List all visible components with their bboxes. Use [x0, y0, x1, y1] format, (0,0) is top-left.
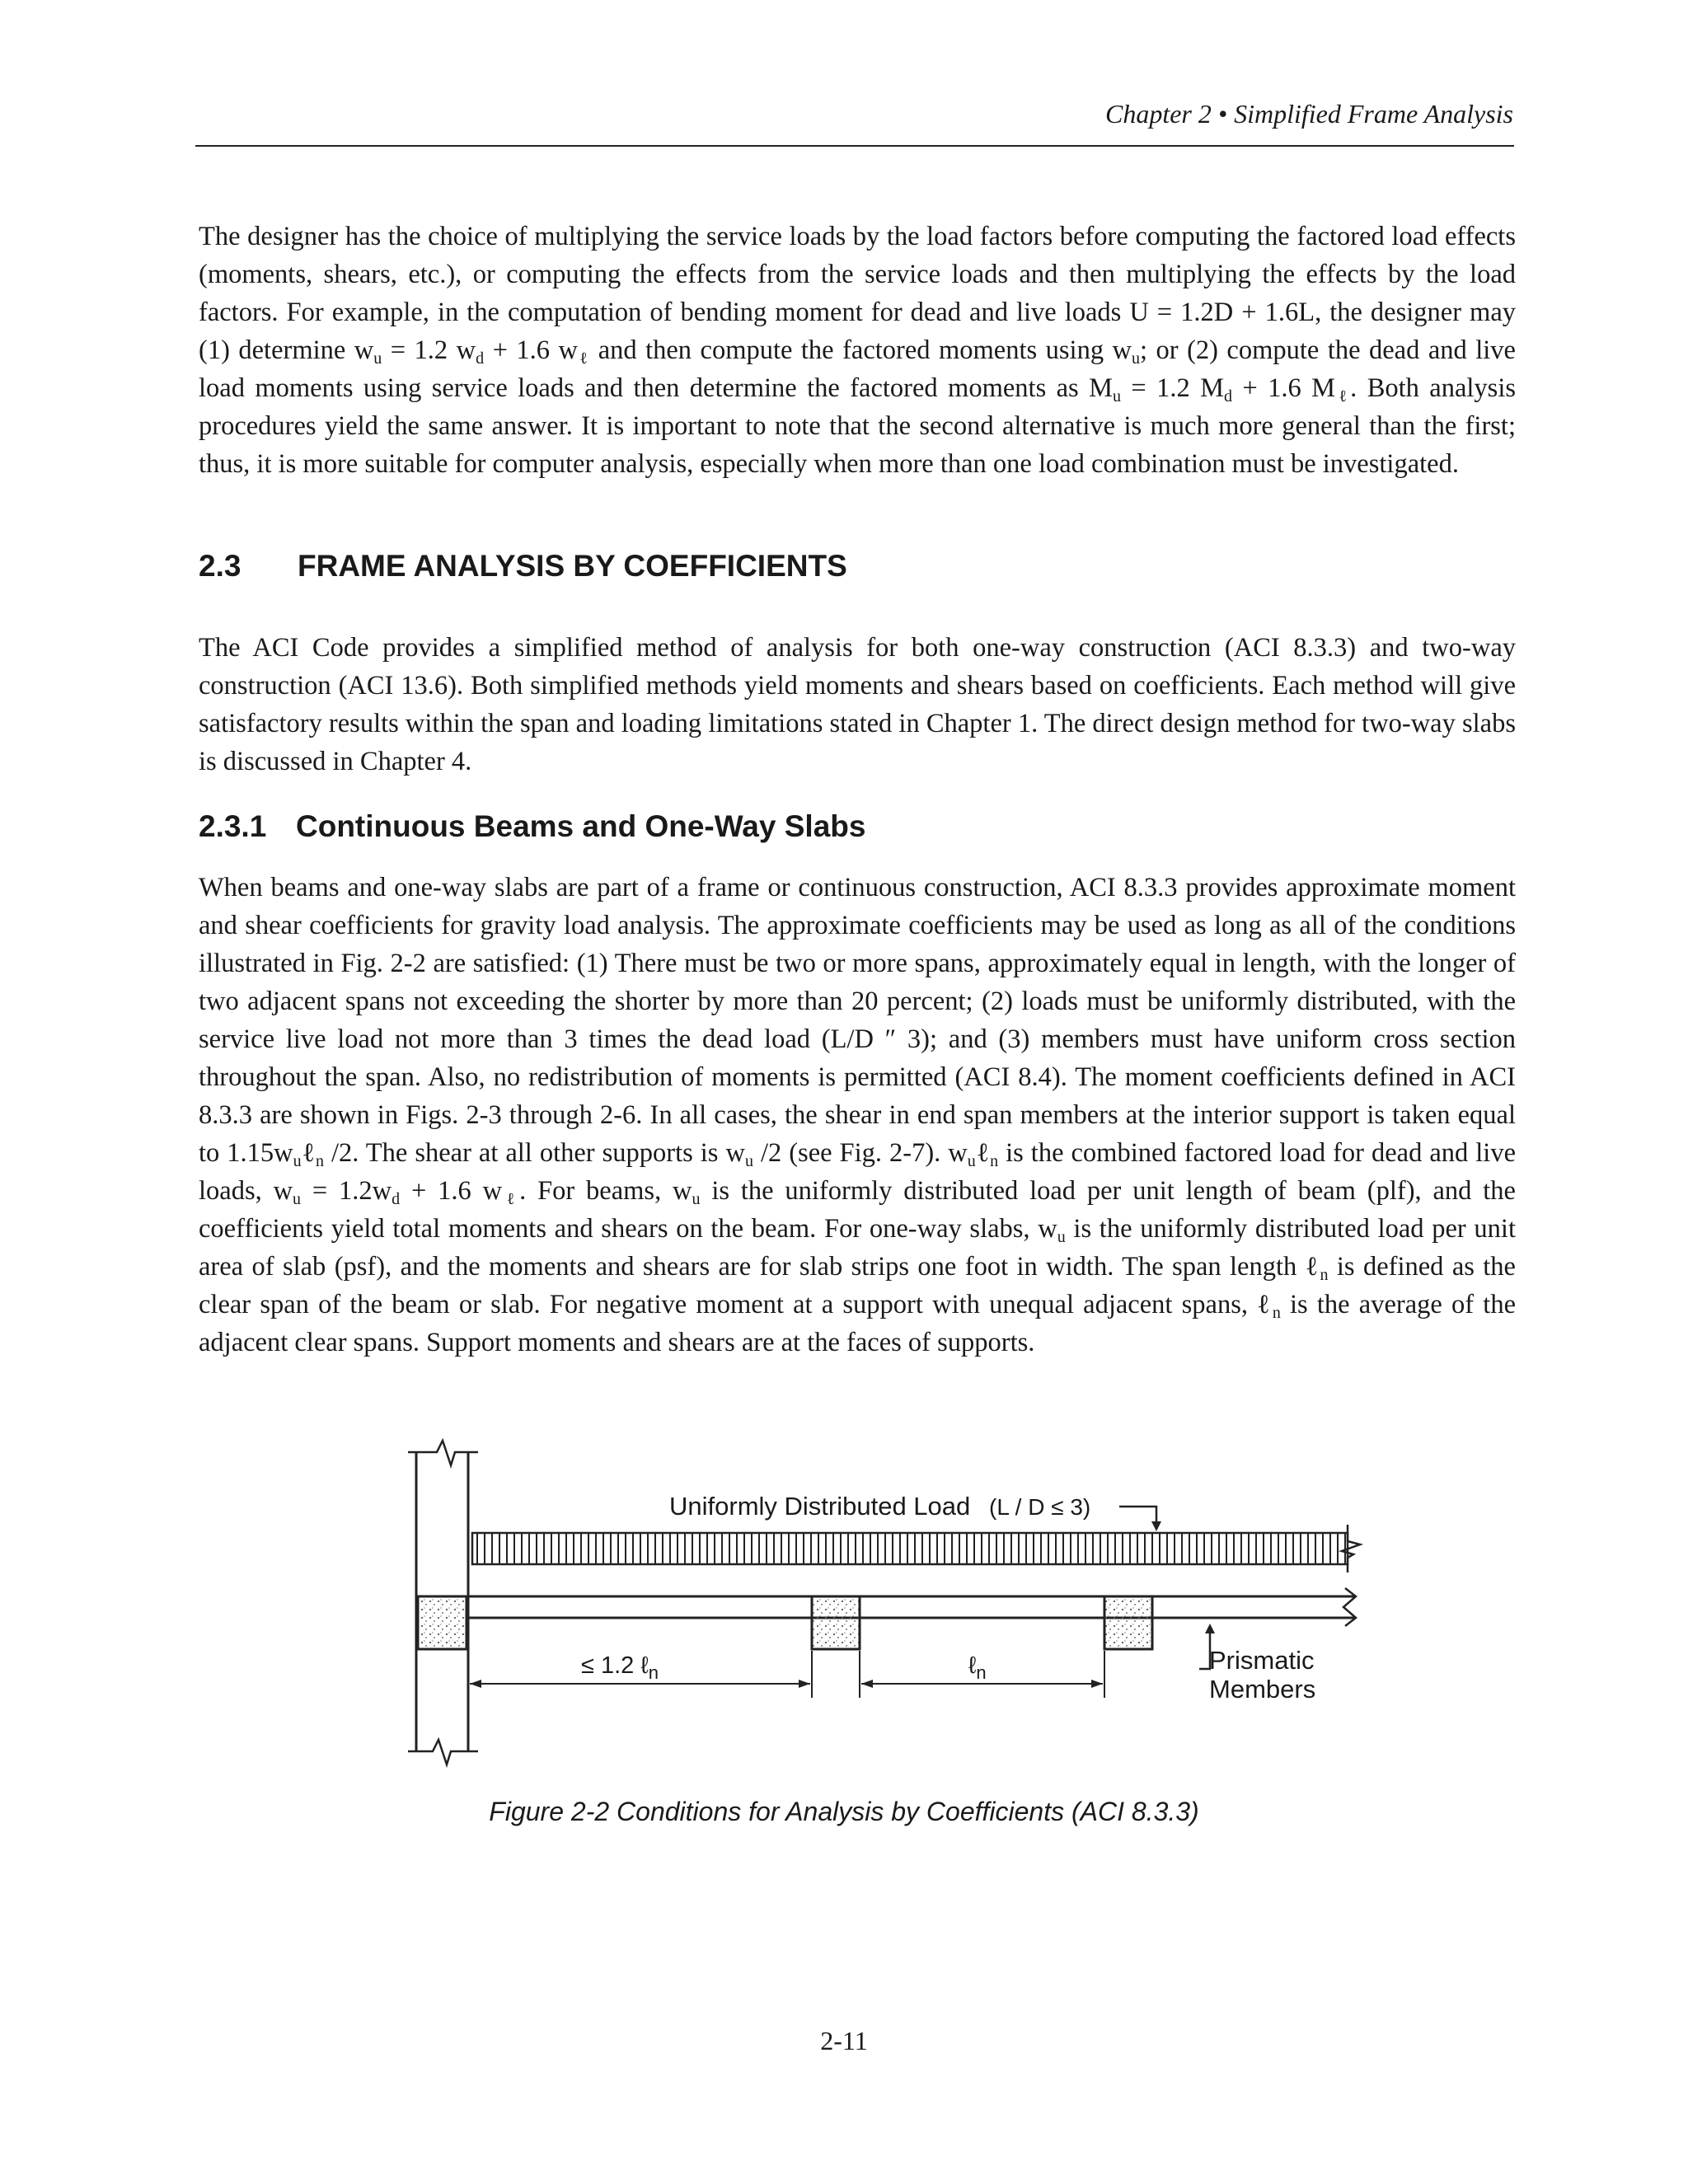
para1-text: = 1.2 M	[1120, 373, 1225, 403]
span-2-label	[968, 1652, 987, 1683]
section-number: 2.3	[199, 549, 241, 583]
para1-text: ; or (2) compute the dead and live load moments using service loads and then determine the factored moments as M	[199, 335, 1516, 403]
subscript: n	[315, 1152, 324, 1170]
span-1-label-main: ≤ 1.2 ℓ	[581, 1652, 649, 1679]
section-number: 2.3.1	[199, 809, 267, 843]
load-label: Uniformly Distributed Load	[669, 1492, 971, 1521]
running-head: Chapter 2 • Simplified Frame Analysis	[1104, 99, 1513, 129]
members-label-line-2: Members	[1209, 1675, 1316, 1704]
load-arrowhead	[1151, 1521, 1161, 1531]
para1-text: . Both analysis procedures yield the same answer. It is important to note that the second alternative is much more general than the first; thus, it is more suitable for computer analysis, especially when more than one load combination must be investigated.	[199, 373, 1516, 479]
subscript: n	[990, 1152, 999, 1170]
para3-text: + 1.6 w	[400, 1176, 503, 1206]
para1-text: and then compute the factored moments using w	[589, 335, 1132, 365]
subscript: ℓ	[577, 349, 590, 368]
beam	[468, 1588, 1356, 1626]
subscript: n	[1272, 1304, 1281, 1322]
para3-text: is the combined factored load for dead and live loads, w	[199, 1138, 1516, 1206]
para3-text: is defined as the clear span of the beam or slab. For negative moment at a support with unequal adjacent spans,	[199, 1252, 1516, 1319]
subscript: u	[373, 349, 382, 368]
subscript: u	[293, 1152, 302, 1170]
load-pointer	[1119, 1507, 1156, 1525]
support-interior-1	[812, 1596, 860, 1649]
subscript: d	[476, 349, 485, 368]
para3-text: is the uniformly distributed load per unit length of beam (plf), and the coefficients yield total moments and shears on the beam. For one-way slabs, w	[199, 1176, 1516, 1244]
load-ratio-label: (L / D ≤ 3)	[989, 1494, 1091, 1520]
break-symbol-beam	[1343, 1588, 1356, 1626]
ell-symbol: ℓ	[301, 1138, 316, 1168]
para1-text: + 1.6 M	[1232, 373, 1336, 403]
subscript: ℓ	[502, 1190, 520, 1208]
para3-text: is the uniformly distributed load per unit area of slab (psf), and the moments and shears are for slab strips one foot in width. The span length	[199, 1214, 1516, 1282]
span-1-label	[581, 1652, 659, 1683]
members-arrowhead	[1205, 1624, 1215, 1633]
paragraph-aci-simplified: The ACI Code provides a simplified method of analysis for both one-way construction (ACI 8.3.3) and two-way construction (ACI 13.6). Both simplified methods yield moments and shears based on coefficients. Each method will give satisfactory results within the span and loading limitations stated in Chapter 1. The direct design method for two-way slabs is discussed in Chapter 4.	[199, 633, 1516, 776]
span-1-label-sub: n	[648, 1662, 659, 1683]
para3-text: /2 (see Fig. 2-7). w	[753, 1138, 968, 1168]
joint-left	[418, 1596, 467, 1649]
ell-symbol: ℓ	[975, 1138, 991, 1168]
para3-text: = 1.2w	[301, 1176, 392, 1206]
subscript: n	[1320, 1266, 1329, 1284]
subscript: u	[1112, 387, 1121, 405]
section-title: Continuous Beams and One-Way Slabs	[296, 809, 866, 843]
para1-text: = 1.2 w	[382, 335, 476, 365]
para1-text: + 1.6 w	[484, 335, 578, 365]
members-label-line-1: Prismatic	[1209, 1646, 1315, 1675]
ell-symbol: ℓ	[1257, 1290, 1273, 1319]
subscript: u	[692, 1190, 701, 1208]
subscript: u	[293, 1190, 302, 1208]
subscript: u	[1132, 349, 1141, 368]
para3-text: When beams and one-way slabs are part of a frame or continuous construction, ACI 8.3.3 provides approximate moment and shear coefficients for gravity load analysis. The approximate coefficients may be used as long as all of the conditions illustrated in Fig. 2-2 are satisfied: (1) There must be two or more spans, approximately equal in length, with the longer of two adjacent spans not exceeding the shorter by more than 20 percent; (2) loads must be uniformly distributed, with the service live load not more than 3 times the dead load (L/D ″ 3); and (3) members must have uniform cross section throughout the span. Also, no redistribution of moments is permitted (ACI 8.4). The moment coefficients defined in ACI 8.3.3 are shown in Figs. 2-3 through 2-6. In all cases, the shear in end span members at the interior support is taken equal to 1.15w	[199, 873, 1516, 1168]
subscript: d	[392, 1190, 401, 1208]
para3-text: . For beams, w	[519, 1176, 692, 1206]
subscript: u	[1057, 1228, 1066, 1246]
span-2-label-main: ℓ	[968, 1652, 977, 1679]
span-2-label-sub: n	[976, 1662, 987, 1683]
subscript: u	[967, 1152, 976, 1170]
para1-text: The designer has the choice of multiplying the service loads by the load factors before computing the factored load effects (moments, shears, etc.), or computing the effects from the service loads and then multiplying the effects by the load factors. For example, in the computation of bending moment for dead and live loads U = 1.2D + 1.6L, the designer may (1) determine w	[199, 222, 1516, 365]
page-number: 2-11	[820, 2026, 868, 2055]
subscript: ℓ	[1335, 387, 1351, 405]
figure-caption: Figure 2-2 Conditions for Analysis by Coefficients (ACI 8.3.3)	[489, 1797, 1199, 1826]
subscript: u	[744, 1152, 753, 1170]
ell-symbol: ℓ	[1305, 1252, 1320, 1282]
distributed-load	[472, 1525, 1360, 1572]
section-title: FRAME ANALYSIS BY COEFFICIENTS	[298, 549, 847, 583]
para3-text: /2. The shear at all other supports is w	[323, 1138, 745, 1168]
subscript: d	[1224, 387, 1233, 405]
para3-text: is the average of the adjacent clear spans. Support moments and shears are at the faces of supports.	[199, 1290, 1517, 1357]
support-interior-2	[1104, 1596, 1152, 1649]
